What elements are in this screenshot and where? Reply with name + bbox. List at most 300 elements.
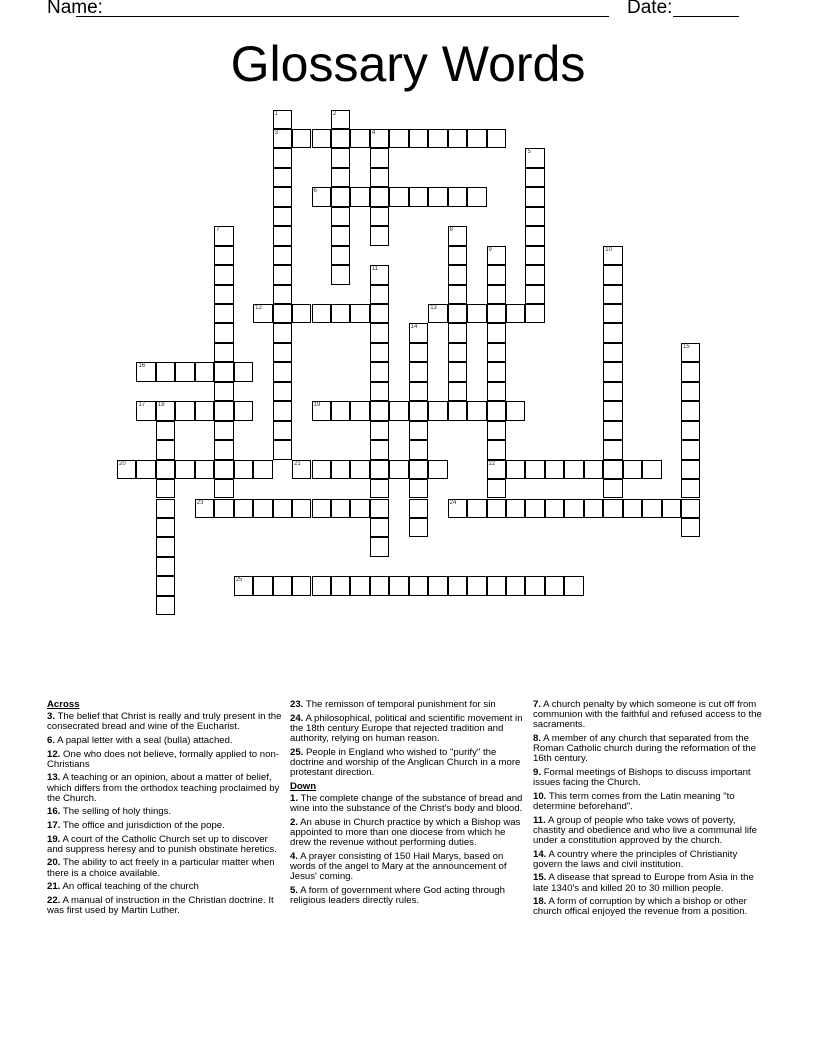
- grid-cell[interactable]: [331, 401, 350, 420]
- grid-cell[interactable]: [292, 304, 311, 323]
- grid-cell[interactable]: [487, 440, 506, 459]
- grid-cell[interactable]: [214, 285, 233, 304]
- grid-cell[interactable]: [448, 323, 467, 342]
- clue-item: [533, 897, 769, 917]
- grid-cell[interactable]: [506, 401, 525, 420]
- grid-cell[interactable]: [214, 362, 233, 381]
- grid-cell[interactable]: [525, 148, 544, 167]
- grid-cell[interactable]: [448, 246, 467, 265]
- grid-cell[interactable]: [331, 499, 350, 518]
- grid-cell[interactable]: [448, 382, 467, 401]
- grid-cell[interactable]: [370, 460, 389, 479]
- grid-cell[interactable]: [409, 187, 428, 206]
- grid-cell[interactable]: [487, 576, 506, 595]
- clue-number: 2.: [290, 816, 299, 828]
- grid-cell[interactable]: [195, 499, 214, 518]
- grid-cell[interactable]: [331, 265, 350, 284]
- grid-cell[interactable]: [448, 187, 467, 206]
- grid-cell[interactable]: [487, 265, 506, 284]
- clue-number: 4.: [290, 850, 299, 862]
- clue-text: A group of people who take vows of poverty, chastity and obedience and who live a communal life under a constitution approved by the church.: [533, 814, 757, 846]
- grid-cell[interactable]: [175, 362, 194, 381]
- grid-cell[interactable]: [156, 401, 175, 420]
- grid-cell[interactable]: [506, 304, 525, 323]
- grid-cell[interactable]: [428, 401, 447, 420]
- grid-cell[interactable]: [487, 499, 506, 518]
- grid-cell[interactable]: [409, 518, 428, 537]
- grid-cell[interactable]: [234, 401, 253, 420]
- grid-cell[interactable]: [253, 499, 272, 518]
- grid-cell[interactable]: [350, 499, 369, 518]
- grid-cell[interactable]: [603, 479, 622, 498]
- grid-cell[interactable]: [525, 460, 544, 479]
- grid-cell[interactable]: [448, 499, 467, 518]
- grid-cell[interactable]: [564, 499, 583, 518]
- grid-cell[interactable]: [370, 187, 389, 206]
- grid-cell[interactable]: [487, 460, 506, 479]
- grid-cell[interactable]: [448, 265, 467, 284]
- clue-text: The complete change of the substance of bread and wine into the substance of the Christ's body and blood.: [290, 792, 523, 814]
- clue-item: [290, 714, 526, 745]
- grid-cell[interactable]: [136, 460, 155, 479]
- grid-cell[interactable]: [603, 246, 622, 265]
- grid-cell[interactable]: [234, 362, 253, 381]
- grid-cell[interactable]: [409, 479, 428, 498]
- grid-cell[interactable]: [681, 460, 700, 479]
- clue-number: 14.: [533, 848, 547, 860]
- grid-cell[interactable]: [156, 421, 175, 440]
- grid-cell[interactable]: [370, 499, 389, 518]
- grid-cell[interactable]: [487, 479, 506, 498]
- grid-cell[interactable]: [448, 129, 467, 148]
- grid-cell[interactable]: [409, 421, 428, 440]
- clue-number: 17: [138, 402, 146, 409]
- grid-cell[interactable]: [603, 499, 622, 518]
- grid-cell[interactable]: [253, 304, 272, 323]
- grid-cell[interactable]: [214, 343, 233, 362]
- grid-cell[interactable]: [331, 168, 350, 187]
- grid-cell[interactable]: [273, 323, 292, 342]
- grid-cell[interactable]: [156, 557, 175, 576]
- grid-cell[interactable]: [506, 460, 525, 479]
- grid-cell[interactable]: [467, 129, 486, 148]
- grid-cell[interactable]: [487, 382, 506, 401]
- grid-cell[interactable]: [623, 499, 642, 518]
- grid-cell[interactable]: [214, 246, 233, 265]
- grid-cell[interactable]: [681, 401, 700, 420]
- grid-cell[interactable]: [214, 460, 233, 479]
- grid-cell[interactable]: [312, 401, 331, 420]
- clue-item: [290, 818, 526, 849]
- grid-cell[interactable]: [292, 499, 311, 518]
- grid-cell[interactable]: [273, 129, 292, 148]
- grid-cell[interactable]: [273, 421, 292, 440]
- grid-cell[interactable]: [370, 421, 389, 440]
- grid-cell[interactable]: [370, 129, 389, 148]
- grid-cell[interactable]: [584, 499, 603, 518]
- clue-item: [47, 736, 283, 746]
- grid-cell[interactable]: [136, 362, 155, 381]
- grid-cell[interactable]: [292, 460, 311, 479]
- grid-cell[interactable]: [273, 576, 292, 595]
- grid-cell[interactable]: [156, 518, 175, 537]
- grid-cell[interactable]: [409, 460, 428, 479]
- grid-cell[interactable]: [331, 304, 350, 323]
- grid-cell[interactable]: [370, 148, 389, 167]
- grid-cell[interactable]: [273, 343, 292, 362]
- clue-text: The office and jurisdiction of the pope.: [62, 819, 225, 831]
- grid-cell[interactable]: [234, 460, 253, 479]
- clue-text: Formal meetings of Bishops to discuss important issues facing the Church.: [533, 767, 751, 789]
- grid-cell[interactable]: [681, 440, 700, 459]
- grid-cell[interactable]: [662, 499, 681, 518]
- grid-cell[interactable]: [603, 362, 622, 381]
- clue-number: 1.: [290, 792, 299, 804]
- clue-text: An abuse in Church practice by which a Bishop was appointed to more than one diocese from which he drew the revenue without performing duties.: [290, 816, 521, 848]
- grid-cell[interactable]: [409, 499, 428, 518]
- grid-cell[interactable]: [214, 382, 233, 401]
- grid-cell[interactable]: [292, 129, 311, 148]
- clue-text: People in England who wished to "purify" the doctrine and worship of the Anglican Church in a more protestant direction.: [290, 746, 521, 778]
- grid-cell[interactable]: [409, 323, 428, 342]
- grid-cell[interactable]: [156, 499, 175, 518]
- grid-cell[interactable]: [525, 499, 544, 518]
- clue-number: 16.: [47, 806, 61, 818]
- grid-cell[interactable]: [331, 110, 350, 129]
- grid-cell[interactable]: [331, 226, 350, 245]
- grid-cell[interactable]: [603, 285, 622, 304]
- clue-item: [533, 768, 769, 788]
- grid-cell[interactable]: [214, 421, 233, 440]
- grid-cell[interactable]: [525, 285, 544, 304]
- grid-cell[interactable]: [350, 576, 369, 595]
- grid-cell[interactable]: [331, 460, 350, 479]
- grid-cell[interactable]: [312, 129, 331, 148]
- grid-cell[interactable]: [331, 187, 350, 206]
- grid-cell[interactable]: [312, 576, 331, 595]
- grid-cell[interactable]: [350, 460, 369, 479]
- grid-cell[interactable]: [525, 576, 544, 595]
- clue-number: 7: [216, 227, 220, 234]
- grid-cell[interactable]: [312, 460, 331, 479]
- grid-cell[interactable]: [156, 362, 175, 381]
- grid-cell[interactable]: [195, 460, 214, 479]
- grid-cell[interactable]: [214, 226, 233, 245]
- grid-cell[interactable]: [370, 323, 389, 342]
- grid-cell[interactable]: [292, 576, 311, 595]
- clue-text: The remisson of temporal punishment for sin: [305, 699, 496, 710]
- grid-cell[interactable]: [214, 304, 233, 323]
- clue-text: One who does not believe, formally applied to non-Christians: [47, 748, 280, 770]
- clue-item: [47, 821, 283, 831]
- grid-cell[interactable]: [273, 148, 292, 167]
- grid-cell[interactable]: [603, 382, 622, 401]
- grid-cell[interactable]: [156, 440, 175, 459]
- grid-cell[interactable]: [467, 576, 486, 595]
- grid-cell[interactable]: [273, 187, 292, 206]
- grid-cell[interactable]: [156, 460, 175, 479]
- clue-text: The selling of holy things.: [62, 806, 172, 818]
- grid-cell[interactable]: [525, 304, 544, 323]
- grid-cell[interactable]: [564, 576, 583, 595]
- grid-cell[interactable]: [370, 226, 389, 245]
- clue-number: 21: [294, 460, 301, 467]
- grid-cell[interactable]: [389, 401, 408, 420]
- clue-number: 11: [371, 266, 379, 273]
- grid-cell[interactable]: [681, 382, 700, 401]
- grid-cell[interactable]: [214, 323, 233, 342]
- grid-cell[interactable]: [487, 362, 506, 381]
- grid-cell[interactable]: [409, 362, 428, 381]
- grid-cell[interactable]: [389, 576, 408, 595]
- grid-cell[interactable]: [525, 207, 544, 226]
- grid-cell[interactable]: [331, 148, 350, 167]
- name-field[interactable]: [76, 16, 609, 17]
- grid-cell[interactable]: [409, 440, 428, 459]
- grid-cell[interactable]: [545, 460, 564, 479]
- grid-cell[interactable]: [428, 129, 447, 148]
- grid-cell[interactable]: [175, 460, 194, 479]
- clue-text: A country where the principles of Christianity govern the laws and civil institution.: [533, 848, 738, 870]
- grid-cell[interactable]: [156, 537, 175, 556]
- clue-item: [47, 896, 283, 916]
- grid-cell[interactable]: [506, 576, 525, 595]
- grid-cell[interactable]: [273, 168, 292, 187]
- grid-cell[interactable]: [350, 401, 369, 420]
- grid-cell[interactable]: [603, 304, 622, 323]
- grid-cell[interactable]: [370, 537, 389, 556]
- clue-text: A papal letter with a seal (bulla) attached.: [57, 735, 233, 746]
- grid-cell[interactable]: [603, 343, 622, 362]
- grid-cell[interactable]: [370, 285, 389, 304]
- clues-column-1: [47, 700, 283, 920]
- grid-cell[interactable]: [409, 382, 428, 401]
- date-field[interactable]: [673, 16, 739, 17]
- grid-cell[interactable]: [584, 460, 603, 479]
- grid-cell[interactable]: [564, 460, 583, 479]
- grid-cell[interactable]: [273, 285, 292, 304]
- clue-number: 16: [138, 363, 146, 370]
- grid-cell[interactable]: [156, 479, 175, 498]
- grid-cell[interactable]: [545, 499, 564, 518]
- grid-cell[interactable]: [370, 304, 389, 323]
- down-heading: Down: [290, 780, 317, 792]
- clue-number: 9: [488, 246, 492, 253]
- grid-cell[interactable]: [467, 401, 486, 420]
- clue-text: A church penalty by which someone is cut off from communion with the faithful and refused access to the sacraments.: [533, 699, 762, 731]
- grid-cell[interactable]: [409, 401, 428, 420]
- clue-text: A prayer consisting of 150 Hail Marys, based on words of the angel to Mary at the announcement of Jesus' coming.: [290, 850, 507, 882]
- grid-cell[interactable]: [273, 246, 292, 265]
- clue-text: A manual of instruction in the Christian doctrine. It was first used by Martin Luther.: [47, 894, 274, 916]
- grid-cell[interactable]: [195, 401, 214, 420]
- grid-cell[interactable]: [350, 129, 369, 148]
- grid-cell[interactable]: [448, 226, 467, 245]
- grid-cell[interactable]: [487, 421, 506, 440]
- grid-cell[interactable]: [448, 362, 467, 381]
- grid-cell[interactable]: [370, 207, 389, 226]
- grid-cell[interactable]: [370, 382, 389, 401]
- grid-cell[interactable]: [623, 460, 642, 479]
- grid-cell[interactable]: [409, 343, 428, 362]
- grid-cell[interactable]: [603, 265, 622, 284]
- grid-cell[interactable]: [389, 460, 408, 479]
- grid-cell[interactable]: [156, 576, 175, 595]
- grid-cell[interactable]: [409, 576, 428, 595]
- grid-cell[interactable]: [487, 401, 506, 420]
- clue-number: 8: [449, 227, 453, 234]
- grid-cell[interactable]: [370, 362, 389, 381]
- grid-cell[interactable]: [195, 362, 214, 381]
- grid-cell[interactable]: [273, 499, 292, 518]
- grid-cell[interactable]: [467, 304, 486, 323]
- grid-cell[interactable]: [681, 421, 700, 440]
- grid-cell[interactable]: [350, 187, 369, 206]
- clue-number: 20: [119, 460, 126, 467]
- grid-cell[interactable]: [350, 304, 369, 323]
- date-label: Date:: [627, 0, 673, 18]
- grid-cell[interactable]: [331, 207, 350, 226]
- clue-item: [290, 700, 526, 710]
- grid-cell[interactable]: [681, 343, 700, 362]
- grid-cell[interactable]: [409, 129, 428, 148]
- grid-cell[interactable]: [214, 479, 233, 498]
- grid-cell[interactable]: [175, 401, 194, 420]
- grid-cell[interactable]: [331, 129, 350, 148]
- grid-cell[interactable]: [603, 421, 622, 440]
- grid-cell[interactable]: [487, 129, 506, 148]
- grid-cell[interactable]: [370, 265, 389, 284]
- grid-cell[interactable]: [525, 226, 544, 245]
- clue-item: [533, 816, 769, 847]
- grid-cell[interactable]: [273, 265, 292, 284]
- grid-cell[interactable]: [487, 285, 506, 304]
- grid-cell[interactable]: [389, 187, 408, 206]
- grid-cell[interactable]: [448, 401, 467, 420]
- grid-cell[interactable]: [448, 304, 467, 323]
- grid-cell[interactable]: [312, 187, 331, 206]
- grid-cell[interactable]: [428, 460, 447, 479]
- across-heading: Across: [47, 699, 80, 710]
- grid-cell[interactable]: [603, 323, 622, 342]
- clue-number: 5.: [290, 884, 299, 896]
- clue-number: 4: [371, 129, 376, 136]
- clue-text: A disease that spread to Europe from Asia in the late 1340's and killed 20 to 30 million people.: [533, 872, 754, 894]
- grid-cell[interactable]: [273, 110, 292, 129]
- grid-cell[interactable]: [370, 440, 389, 459]
- grid-cell[interactable]: [448, 285, 467, 304]
- clue-number: 25.: [290, 746, 304, 758]
- grid-cell[interactable]: [428, 187, 447, 206]
- grid-cell[interactable]: [525, 246, 544, 265]
- grid-cell[interactable]: [253, 576, 272, 595]
- grid-cell[interactable]: [312, 499, 331, 518]
- clue-number: 15.: [533, 872, 547, 884]
- grid-cell[interactable]: [214, 499, 233, 518]
- grid-cell[interactable]: [370, 168, 389, 187]
- grid-cell[interactable]: [253, 460, 272, 479]
- grid-cell[interactable]: [525, 187, 544, 206]
- page-title: Glossary Words: [230, 36, 586, 92]
- clue-number: 3: [274, 129, 278, 136]
- grid-cell[interactable]: [273, 226, 292, 245]
- grid-cell[interactable]: [681, 518, 700, 537]
- grid-cell[interactable]: [487, 304, 506, 323]
- clue-number: 22: [488, 460, 496, 467]
- clue-item: [533, 850, 769, 870]
- grid-cell[interactable]: [117, 460, 136, 479]
- grid-cell[interactable]: [156, 596, 175, 615]
- grid-cell[interactable]: [506, 499, 525, 518]
- grid-cell[interactable]: [525, 168, 544, 187]
- grid-cell[interactable]: [370, 401, 389, 420]
- grid-cell[interactable]: [467, 187, 486, 206]
- grid-cell[interactable]: [214, 265, 233, 284]
- grid-cell[interactable]: [370, 518, 389, 537]
- grid-cell[interactable]: [681, 479, 700, 498]
- grid-cell[interactable]: [370, 576, 389, 595]
- grid-cell[interactable]: [370, 343, 389, 362]
- grid-cell[interactable]: [273, 362, 292, 381]
- clue-text: A teaching or an opinion, about a matter of belief, which differs from the orthodox teaching proclaimed by the Church.: [47, 772, 280, 804]
- clue-text: The belief that Christ is really and truly present in the consecrated bread and wine of the Eucharist.: [47, 711, 282, 733]
- grid-cell[interactable]: [603, 440, 622, 459]
- grid-cell[interactable]: [136, 401, 155, 420]
- grid-cell[interactable]: [389, 129, 408, 148]
- grid-cell[interactable]: [273, 382, 292, 401]
- grid-cell[interactable]: [428, 304, 447, 323]
- grid-cell[interactable]: [370, 479, 389, 498]
- grid-cell[interactable]: [642, 499, 661, 518]
- grid-cell[interactable]: [214, 440, 233, 459]
- grid-cell[interactable]: [331, 576, 350, 595]
- grid-cell[interactable]: [487, 343, 506, 362]
- grid-cell[interactable]: [487, 323, 506, 342]
- grid-cell[interactable]: [681, 499, 700, 518]
- clue-number: 6.: [47, 735, 56, 746]
- clue-text: A form of corruption by which a bishop or other church offical enjoyed the revenue from a position.: [533, 896, 748, 918]
- clue-number: 9.: [533, 767, 542, 778]
- grid-cell[interactable]: [642, 460, 661, 479]
- grid-cell[interactable]: [487, 246, 506, 265]
- grid-cell[interactable]: [234, 499, 253, 518]
- grid-cell[interactable]: [312, 304, 331, 323]
- clue-number: 13.: [47, 772, 61, 784]
- grid-cell[interactable]: [545, 576, 564, 595]
- grid-cell[interactable]: [273, 207, 292, 226]
- grid-cell[interactable]: [234, 576, 253, 595]
- clues-column-2: [290, 700, 526, 909]
- clue-number: 21.: [47, 881, 61, 893]
- clue-number: 1: [274, 110, 278, 117]
- grid-cell[interactable]: [603, 460, 622, 479]
- grid-cell[interactable]: [603, 401, 622, 420]
- grid-cell[interactable]: [467, 499, 486, 518]
- clue-item: [533, 873, 769, 893]
- grid-cell[interactable]: [428, 576, 447, 595]
- clue-item: [47, 773, 283, 804]
- grid-cell[interactable]: [331, 246, 350, 265]
- grid-cell[interactable]: [273, 401, 292, 420]
- clue-item: [290, 748, 526, 779]
- grid-cell[interactable]: [273, 304, 292, 323]
- grid-cell[interactable]: [525, 265, 544, 284]
- grid-cell[interactable]: [214, 401, 233, 420]
- grid-cell[interactable]: [448, 576, 467, 595]
- grid-cell[interactable]: [273, 440, 292, 459]
- grid-cell[interactable]: [681, 362, 700, 381]
- grid-cell[interactable]: [448, 343, 467, 362]
